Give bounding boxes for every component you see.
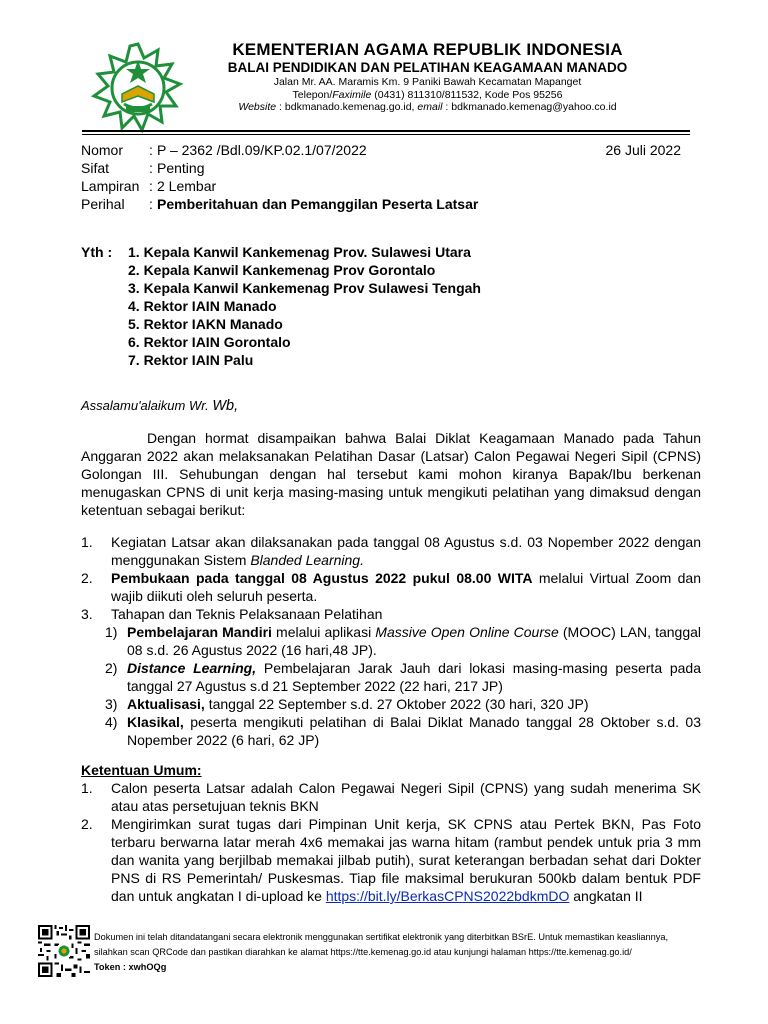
sub-list-item: 2) Distance Learning, Pembelajaran Jarak Jauh dari lokasi masing-masing peserta pada tanggal 27 Agustus s.d 21 September 2022 (22 hari, 217 JP): [105, 660, 701, 694]
recipient-item: 2. Kepala Kanwil Kankemenag Prov Gorontalo: [128, 262, 436, 278]
header-divider-thick: [82, 130, 690, 132]
recipients-list: [128, 243, 481, 369]
recipient-item: 7. Rektor IAIN Palu: [128, 352, 254, 368]
institution-name: BALAI PENDIDIKAN DAN PELATIHAN KEAGAMAAN MANADO: [227, 60, 628, 75]
list-item: 2. Mengirimkan surat tugas dari Pimpinan Unit kerja, SK CPNS atau Pertek BKN, Pas Foto terbaru berwarna latar merah 4x6 memakai jas warna hitam (rambut pendek untuk pria 3 mm dan wanita yang berjilbab memakai jilbab putih), surat keterangan berbadan sehat dari Dokter PNS di RS Pemerintah/ Puskesmas. Tiap file maksimal berukuran 500kb dalam bentuk PDF dan untuk angkatan I di-upload ke https://bit.ly/BerkasCPNS2022bdkmDO angkatan II: [81, 816, 701, 904]
upload-link[interactable]: https://bit.ly/BerkasCPNS2022bdkmDO: [325, 888, 570, 904]
provisions-list: [81, 533, 701, 749]
recipient-item: 5. Rektor IAKN Manado: [128, 316, 283, 332]
greeting: Assalamu'alaikum Wr. Wb,: [81, 398, 239, 414]
intro-paragraph: Dengan hormat disampaikan bahwa Balai Diklat Keagamaan Manado pada Tahun Anggaran 2022 akan melaksanakan Pelatihan Dasar (Latsar) Calon Pegawai Negeri Sipil (CPNS) Golongan III. Sehubungan dengan hal tersebut kami mohon kiranya Bapak/Ibu berkenan menugaskan CPNS di unit kerja masing-masing untuk mengikuti pelatihan yang dimaksud dengan ketentuan sebagai berikut:: [81, 430, 701, 518]
address-line: Jalan Mr. AA. Maramis Km. 9 Paniki Bawah Kecamatan Mapanget: [273, 76, 582, 88]
general-provisions-title: Ketentuan Umum:: [81, 762, 202, 778]
signature-token: Token : xwhOQg: [94, 962, 167, 972]
footer-line-1: Dokumen ini telah ditandatangani secara elektronik menggunakan sertifikat elektronik yang diterbitkan BSrE. Untuk memastikan keasliannya,: [94, 932, 669, 942]
meta-sifat: Sifat : Penting: [81, 160, 205, 176]
e-signature-footer: [38, 925, 738, 985]
website-line: Website : bdkmanado.kemenag.go.id, email : bdkmanado.kemenag@yahoo.co.id: [238, 101, 617, 113]
ministry-title: KEMENTERIAN AGAMA REPUBLIK INDONESIA: [232, 40, 623, 59]
sub-list-item: 4) Klasikal, peserta mengikuti pelatihan di Balai Diklat Manado tanggal 28 Oktober s.d. 03 Nopember 2022 (6 hari, 62 JP): [105, 714, 701, 748]
letter-meta: [81, 141, 701, 213]
list-item: 1. Kegiatan Latsar akan dilaksanakan pada tanggal 08 Agustus s.d. 03 Nopember 2022 dengan menggunakan Sistem Blanded Learning.: [81, 534, 701, 568]
meta-nomor: Nomor : P – 2362 /Bdl.09/KP.02.1/07/2022: [81, 142, 367, 158]
recipient-item: 1. Kepala Kanwil Kankemenag Prov. Sulawesi Utara: [128, 244, 471, 260]
list-item: 3. Tahapan dan Teknis Pelaksanaan Pelatihan: [81, 606, 383, 622]
footer-text: [94, 930, 744, 975]
list-item: 1. Calon peserta Latsar adalah Calon Pegawai Negeri Sipil (CPNS) yang sudah menerima SK atau atas persetujuan teknis BKN: [81, 780, 701, 814]
recipients: [81, 243, 701, 369]
qr-code-icon[interactable]: [38, 925, 90, 977]
meta-lampiran: Lampiran : 2 Lembar: [81, 178, 217, 194]
recipients-label: Yth :: [81, 244, 113, 260]
sub-list-item: 1) Pembelajaran Mandiri melalui aplikasi Massive Open Online Course (MOOC) LAN, tanggal 08 s.d. 26 Agustus 2022 (16 hari,48 JP).: [105, 624, 702, 658]
letter-body: [81, 141, 701, 905]
list-item: 2. Pembukaan pada tanggal 08 Agustus 2022 pukul 08.00 WITA melalui Virtual Zoom dan wajib diikuti oleh seluruh peserta.: [81, 570, 702, 604]
sub-list-item: 3) Aktualisasi, tanggal 22 September s.d. 27 Oktober 2022 (30 hari, 320 JP): [105, 696, 589, 712]
recipient-item: 4. Rektor IAIN Manado: [128, 298, 277, 314]
meta-perihal: Perihal : Pemberitahuan dan Pemanggilan Peserta Latsar: [81, 196, 479, 212]
footer-line-2: silahkan scan QRCode dan pastikan diarahkan ke alamat https://tte.kemenag.go.id atau kunjungi halaman https://tte.kemenag.go.id/: [94, 947, 632, 957]
general-provisions-list: [81, 779, 701, 905]
letter-date: 26 Juli 2022: [605, 142, 681, 158]
phone-line: Telepon/Faximile (0431) 811310/811532, Kode Pos 95256: [292, 88, 563, 101]
recipient-item: 6. Rektor IAIN Gorontalo: [128, 334, 291, 350]
recipient-item: 3. Kepala Kanwil Kankemenag Prov Sulawesi Tengah: [128, 280, 481, 296]
letterhead: [190, 40, 665, 114]
header-divider-thin: [82, 134, 690, 135]
kemenag-logo-icon: [86, 40, 190, 136]
